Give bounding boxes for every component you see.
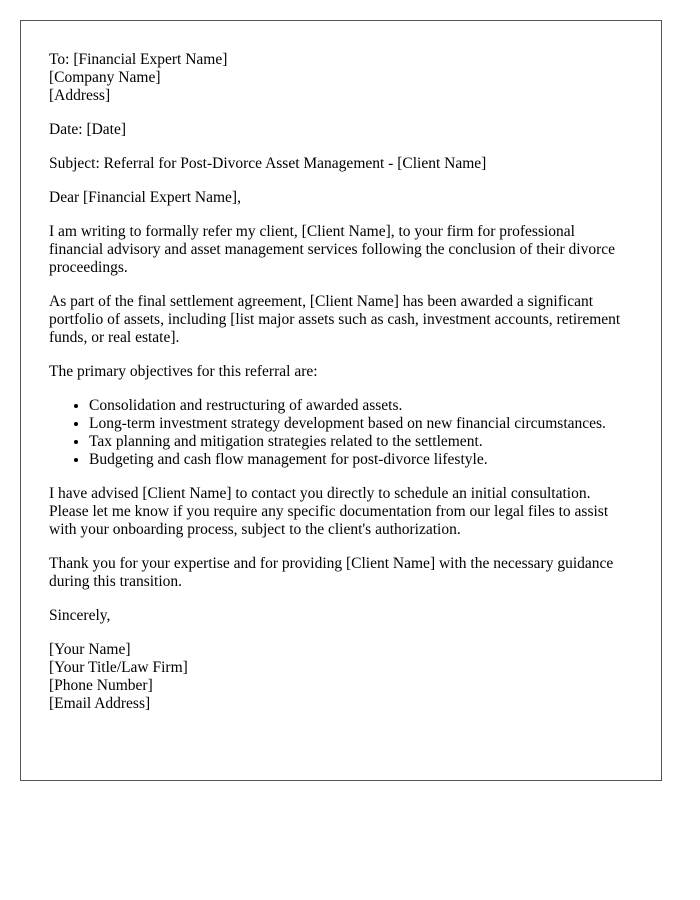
objective-item: • Tax planning and mitigation strategies related to the settlement. — [89, 433, 633, 451]
signature-block — [49, 641, 633, 713]
paragraph-thanks: Thank you for your expertise and for providing [Client Name] with the necessary guidance during this transition. — [49, 555, 614, 590]
signature-name: [Your Name] — [49, 641, 131, 658]
letter-date: Date: [Date] — [49, 121, 127, 138]
paragraph-objectives-intro: The primary objectives for this referral are: — [49, 363, 318, 380]
recipient-to: To: [Financial Expert Name] — [49, 51, 228, 68]
letter-salutation: Dear [Financial Expert Name], — [49, 189, 241, 206]
objective-item: • Budgeting and cash flow management for post-divorce lifestyle. — [89, 451, 633, 469]
letter-subject: Subject: Referral for Post-Divorce Asset Management - [Client Name] — [49, 155, 487, 172]
recipient-block — [49, 51, 633, 105]
paragraph-advised: I have advised [Client Name] to contact you directly to schedule an initial consultation. Please let me know if you require any specific documentation from our legal files to assist with your onboarding process, subject to the client's authorization. — [49, 485, 609, 538]
paragraph-intro: I am writing to formally refer my client, [Client Name], to your firm for professional financial advisory and asset management services following the conclusion of their divorce proceedings. — [49, 223, 615, 276]
recipient-company: [Company Name] — [49, 69, 161, 86]
letter-closing: Sincerely, — [49, 607, 111, 624]
signature-title: [Your Title/Law Firm] — [49, 659, 188, 676]
paragraph-settlement: As part of the final settlement agreement, [Client Name] has been awarded a significant portfolio of assets, including [list major assets such as cash, investment accounts, retirement funds, or real estate]. — [49, 293, 621, 346]
objective-item: • Consolidation and restructuring of awarded assets. — [89, 397, 633, 415]
signature-phone: [Phone Number] — [49, 677, 153, 694]
recipient-address: [Address] — [49, 87, 111, 104]
objectives-list — [49, 397, 633, 469]
objective-item: • Long-term investment strategy development based on new financial circumstances. — [89, 415, 633, 433]
letter-document — [20, 20, 662, 781]
signature-email: [Email Address] — [49, 695, 151, 712]
